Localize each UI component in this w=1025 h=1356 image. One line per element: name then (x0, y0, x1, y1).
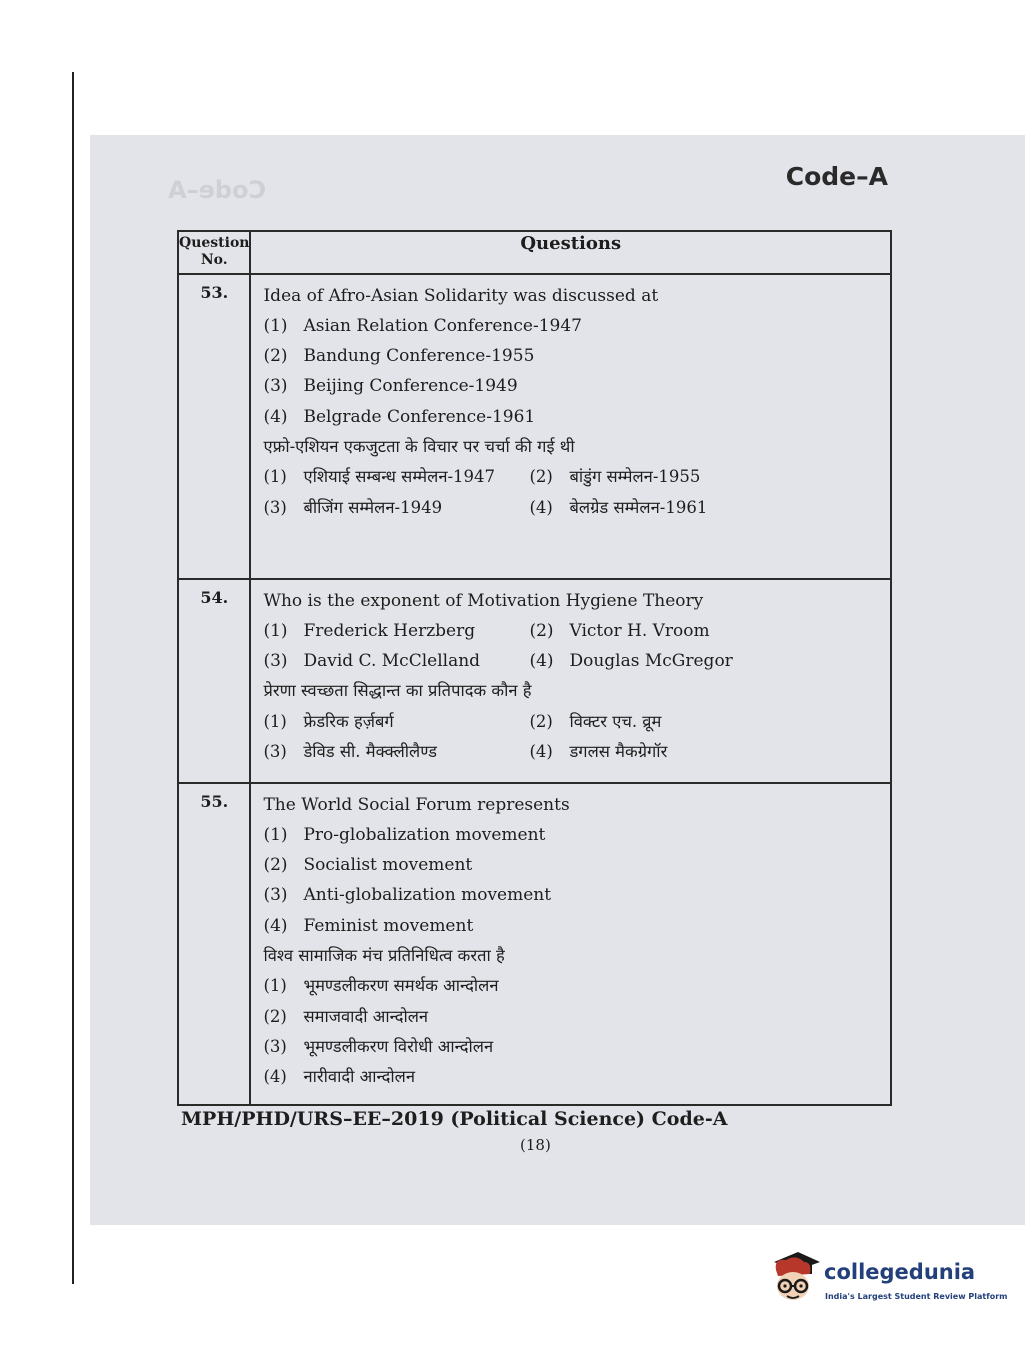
paper-code: Code–A (785, 162, 888, 191)
scan-edge (72, 72, 74, 1284)
question-text-en: Who is the exponent of Motivation Hygiene Theory (263, 590, 704, 611)
question-text-en: Idea of Afro-Asian Solidarity was discussed at (263, 285, 659, 306)
option: (3) Beijing Conference-1949 (263, 376, 518, 397)
question-row (178, 783, 891, 1105)
option: (4) नारीवादी आन्दोलन (263, 1067, 415, 1087)
logo-tagline: India's Largest Student Review Platform (825, 1292, 1008, 1301)
question-body (250, 579, 891, 783)
option: (4) Feminist movement (263, 915, 474, 936)
option: (3) भूमण्डलीकरण विरोधी आन्दोलन (263, 1036, 494, 1056)
question-row (178, 274, 891, 579)
option-pair: (3) बीजिंग सम्मेलन-1949 (4) बेलग्रेड सम्मेलन-1961 (263, 497, 708, 517)
question-number: 55. (178, 783, 250, 1105)
question-text-hi: विश्व सामाजिक मंच प्रतिनिधित्व करता है (263, 946, 505, 965)
question-text-en: The World Social Forum represents (263, 794, 570, 815)
question-table (177, 230, 892, 1106)
option: (1) भूमण्डलीकरण समर्थक आन्दोलन (263, 976, 499, 996)
option-pair: (3) डेविड सी. मैक्क्लीलैण्ड (4) डगलस मैकग्रेगॉर (263, 742, 668, 761)
page-number: (18) (520, 1136, 551, 1154)
question-text-hi: एफ्रो-एशियन एकजुटता के विचार पर चर्चा की गई थी (263, 437, 575, 456)
collegedunia-logo (768, 1248, 1008, 1318)
option: (2) Bandung Conference-1955 (263, 346, 535, 367)
logo-wordmark: collegedunia (824, 1260, 976, 1284)
option: (3) Anti-globalization movement (263, 885, 552, 906)
questions-header: Questions (250, 231, 891, 274)
option: (2) Socialist movement (263, 855, 473, 876)
option: (2) समाजवादी आन्दोलन (263, 1006, 429, 1026)
option: (1) Asian Relation Conference-1947 (263, 315, 582, 336)
exam-footer: MPH/PHD/URS–EE–2019 (Political Science) Code-A (181, 1108, 728, 1130)
option: (4) Belgrade Conference-1961 (263, 406, 536, 427)
mascot-icon (768, 1248, 822, 1318)
question-number: 53. (178, 274, 250, 579)
bleed-through-text: Code–A (168, 176, 267, 204)
table-header (178, 231, 891, 274)
question-number: 54. (178, 579, 250, 783)
option-pair: (1) एशियाई सम्बन्ध सम्मेलन-1947 (2) बांडुंग सम्मेलन-1955 (263, 467, 701, 487)
option-pair: (3) David C. McClelland (4) Douglas McGregor (263, 651, 733, 672)
option-pair: (1) फ्रेडरिक हर्ज़बर्ग (2) विक्टर एच. व्रूम (263, 711, 662, 731)
option-pair: (1) Frederick Herzberg (2) Victor H. Vroom (263, 620, 710, 641)
option: (1) Pro-globalization movement (263, 824, 546, 845)
question-row (178, 579, 891, 783)
question-no-header: Question No. (178, 231, 250, 274)
question-body (250, 274, 891, 579)
question-body (250, 783, 891, 1105)
question-text-hi: प्रेरणा स्वच्छता सिद्धान्त का प्रतिपादक कौन है (263, 681, 532, 701)
